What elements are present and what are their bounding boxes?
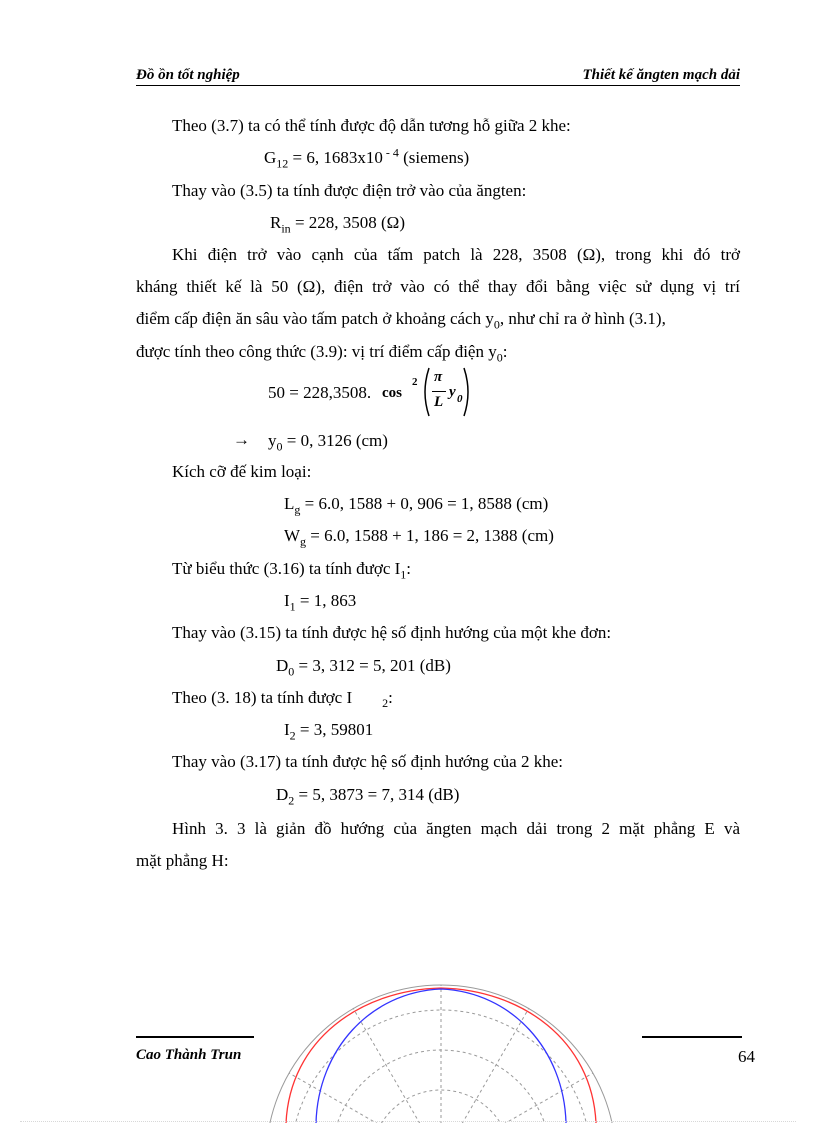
paragraph-line: điểm cấp điện ăn sâu vào tấm patch ở khoảng cách $y_0$, như chỉ ra ở hình (3.1), — [136, 309, 666, 332]
page-number: 64 — [738, 1047, 755, 1066]
paragraph-line: được tính theo công thức (3.9): vị trí điểm cấp điện $y_0$: — [136, 342, 508, 365]
footer-author: Cao Thành Trun — [136, 1047, 242, 1063]
footer-rule-right — [642, 1036, 742, 1038]
text-line: Theo (3. 18) ta tính được I $_2$: — [172, 688, 393, 711]
equation-d0: $D_0 = 3$, 312 = 5, 201 (dB) — [276, 656, 451, 679]
equation-wg: $W_g = 6.0$, 1588 + 1, 186 = 2, 1388 (cm) — [284, 526, 554, 549]
page-bottom-edge — [20, 1121, 796, 1122]
text-line: Thay vào (3.15) ta tính được hệ số định hướng của một khe đơn: — [172, 623, 612, 642]
equation-i2: $I_2 = 3$, 59801 — [284, 720, 374, 743]
polar-spoke — [353, 1008, 441, 1123]
equation-lg: $L_g = 6.0$, 1588 + 0, 906 = 1, 8588 (cm) — [284, 494, 549, 517]
paragraph-line: Hình 3. 3 là giản đồ hướng của ăngten mạch dải trong 2 mặt phẳng E và — [172, 819, 740, 838]
equation-cos: 50 = 228,3508. — [268, 383, 372, 402]
equation-d2: $D_2 = 5$, 3873 = 7, 314 (dB) — [276, 785, 460, 808]
paragraph-line: mặt phẳng H: — [136, 851, 229, 870]
text-line: Thay vào (3.17) ta tính được hệ số định hướng của 2 khe: — [172, 752, 563, 771]
text-line: Kích cỡ đế kim loại: — [172, 462, 312, 481]
equation-rin: $R_{in} = 228$, 3508 (Ω) — [270, 213, 405, 236]
paragraph-line: Khi điện trở vào cạnh của tấm patch là 228, 3508 (Ω), trong khi đó trở — [172, 245, 740, 264]
footer-rule-left — [136, 1036, 254, 1038]
text-line: Thay vào (3.5) ta tính được điện trở vào của ăngten: — [172, 181, 527, 200]
equation-cos-term: cos 2 π L y 0 — [382, 366, 472, 418]
polar-spoke — [441, 1008, 529, 1123]
equation-g12: $G_{12} = 6$, 1683x10 $^{- 4}$ (siemens) — [264, 145, 470, 171]
paragraph-line: kháng thiết kế là 50 (Ω), điện trở vào có thể thay đổi bằng việc sử dụng vị trí — [136, 277, 740, 296]
equation-i1: $I_1 = 1$, 863 — [284, 591, 357, 614]
arrow-symbol: → — [233, 430, 250, 449]
header-left: Đồ ồn tốt nghiệp — [136, 67, 240, 83]
polar-ring — [371, 1090, 511, 1123]
header-right: Thiết kế ăngten mạch dải — [582, 67, 740, 83]
text-line: Theo (3.7) ta có thể tính được độ dẫn tương hỗ giữa 2 khe: — [172, 116, 571, 135]
text-line: Từ biểu thức (3.16) ta tính được $I_1$: — [172, 559, 412, 582]
equation-y0: $y_0 = 0$, 3126 (cm) — [268, 431, 388, 454]
